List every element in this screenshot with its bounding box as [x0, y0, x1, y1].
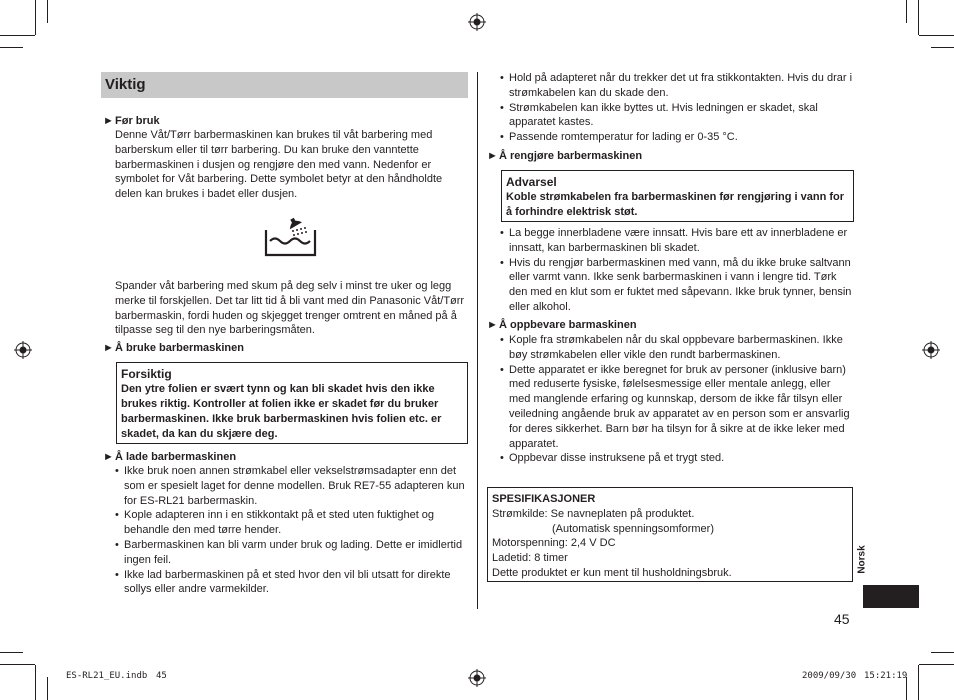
arrow-icon: ► — [103, 115, 114, 127]
heading-rengjore: ►Å rengjøre barbermaskinen — [487, 150, 643, 162]
footer-file-page: 45 — [156, 671, 167, 681]
bullet-list — [116, 464, 468, 597]
arrow-icon: ► — [103, 451, 114, 463]
list-item: • Barbermaskinen kan bli varm under bruk og lading. Dette er imidlertid ingen feil. — [116, 538, 468, 568]
language-label: Norsk — [856, 545, 868, 574]
wet-shaving-symbol-icon — [263, 216, 319, 258]
spec-line: Ladetid: 8 timer — [492, 552, 568, 565]
page-number: 45 — [834, 611, 850, 627]
crop-mark — [919, 664, 954, 665]
list-item: • Strømkabelen kan ikke byttes ut. Hvis ledningen er skadet, skal apparatet kastes. — [501, 101, 854, 131]
list-item: • Hvis du rengjør barbermaskinen med vann, må du ikke bruke saltvann eller varmt vann. Ikke senk barbermaskinen i vann i lengre tid. Tørk den med en klut som er fuktet med såpevann. Ikke bruk tynner, bensin eller alkohol. — [501, 256, 854, 315]
crop-mark — [0, 47, 23, 48]
spec-line: Motorspenning: 2,4 V DC — [492, 537, 616, 550]
spec-line: (Automatisk spenningsomformer) — [552, 522, 715, 535]
page-tab — [863, 585, 919, 608]
column-divider — [477, 72, 478, 609]
crop-mark — [0, 664, 35, 665]
crop-mark — [906, 0, 907, 23]
caution-title: Forsiktig — [121, 367, 172, 381]
heading-for-bruk: ►Før bruk — [103, 115, 160, 127]
registration-mark-icon — [922, 341, 940, 359]
registration-mark-icon — [468, 13, 486, 31]
list-item: • Dette apparatet er ikke beregnet for bruk av personer (inklusive barn) med reduserte fysiske, følelsesmessige eller mentale anlegg, eller med manglende erfaring og kunnskap, dersom de ikke får tilsyn eller veiledning angående bruk av apparatet av en person som er ansvarlig for deres sikkerhet. Barn bør ha tilsyn for å sikre at de ikke leker med apparatet. — [501, 363, 854, 452]
crop-mark — [919, 35, 954, 36]
list-item: • Oppbevar disse instruksene på et trygt sted. — [501, 451, 854, 466]
list-item: • Kople adapteren inn i en stikkontakt på et sted uten fuktighet og behandle den med tørre hender. — [116, 508, 468, 538]
spec-line: Dette produktet er kun ment til husholdningsbruk. — [492, 566, 732, 579]
warning-box — [501, 170, 854, 222]
arrow-icon: ► — [103, 342, 114, 354]
crop-mark — [918, 0, 919, 35]
heading-oppbevare: ►Å oppbevare barmaskinen — [487, 319, 637, 331]
list-item: • Kople fra strømkabelen når du skal oppbevare barbermaskinen. Ikke bøy strømkabelen eller vikle den rundt barbermaskinen. — [501, 333, 854, 363]
crop-mark — [0, 652, 23, 653]
footer-date: 2009/09/30 — [802, 671, 857, 681]
crop-mark — [47, 0, 48, 23]
heading-bruke: ►Å bruke barbermaskinen — [103, 342, 244, 354]
warning-title: Advarsel — [506, 175, 557, 189]
crop-mark — [918, 665, 919, 700]
footer-file: ES-RL21_EU.indb — [66, 671, 148, 681]
arrow-icon: ► — [487, 319, 498, 331]
arrow-icon: ► — [487, 150, 498, 162]
bullet-list — [501, 71, 854, 145]
spec-line: Strømkilde: Se navneplaten på produktet. — [492, 507, 695, 520]
crop-mark — [931, 652, 954, 653]
footer-time: 15:21:19 — [864, 671, 908, 681]
caution-box — [116, 362, 468, 444]
crop-mark — [35, 665, 36, 700]
crop-mark — [0, 35, 35, 36]
list-item: • La begge innerbladene være innsatt. Hvis bare ett av innerbladene er innsatt, kan barbermaskinen bli skadet. — [501, 226, 854, 256]
crop-mark — [47, 677, 48, 700]
crop-mark — [931, 47, 954, 48]
bullet-list — [501, 333, 854, 466]
crop-mark — [35, 0, 36, 35]
paragraph: Spander våt barbering med skum på deg selv i minst tre uker og legg merke til forskjellen. Det tar litt tid å bli vant med din Panasonic Våt/Tørr barbermaskin, fordi huden og skjegget trenger omtrent en måned på å tilpasse seg til den nye barberingsmåten. — [115, 280, 465, 337]
spec-title: SPESIFIKASJONER — [492, 493, 596, 505]
list-item: • Hold på adapteret når du trekker det ut fra stikkontakten. Hvis du drar i strømkabelen kan du skade den. — [501, 71, 854, 101]
list-item: • Ikke lad barbermaskinen på et sted hvor den vil bli utsatt for direkte sollys eller andre varmekilder. — [116, 568, 468, 598]
section-title: Viktig — [101, 72, 468, 98]
specifications-box — [487, 487, 853, 582]
warning-body: Koble strømkabelen fra barbermaskinen før rengjøring i vann for å forhindre elektrisk støt. — [506, 191, 845, 218]
list-item: • Ikke bruk noen annen strømkabel eller vekselstrømsadapter enn det som er spesielt laget for denne modellen. Bruk RE7-55 adapteren kun for ES-RL21 barbermaskin. — [116, 464, 468, 508]
registration-mark-icon — [14, 341, 32, 359]
caution-body: Den ytre folien er svært tynn og kan bli skadet hvis den ikke brukes riktig. Kontroller at folien ikke er skadet før du bruker barbermaskinen. Ikke bruk barbermaskinen hvis folien etc. er skadet, da kan du skjære deg. — [121, 383, 442, 440]
heading-lade: ►Å lade barbermaskinen — [103, 451, 237, 463]
registration-mark-icon — [468, 669, 486, 687]
paragraph: Denne Våt/Tørr barbermaskinen kan brukes til våt barbering med barberskum eller til tørr barbering. Du kan bruke den vanntette barbermaskinen i dusjen og rengjøre den med vann. Nedenfor er symbolet for Våt barbering. Dette symbolet betyr at den håndholdte delen kan brukes i badet eller dusjen. — [115, 129, 443, 201]
bullet-list — [501, 226, 854, 315]
list-item: • Passende romtemperatur for lading er 0-35 °C. — [501, 130, 854, 145]
